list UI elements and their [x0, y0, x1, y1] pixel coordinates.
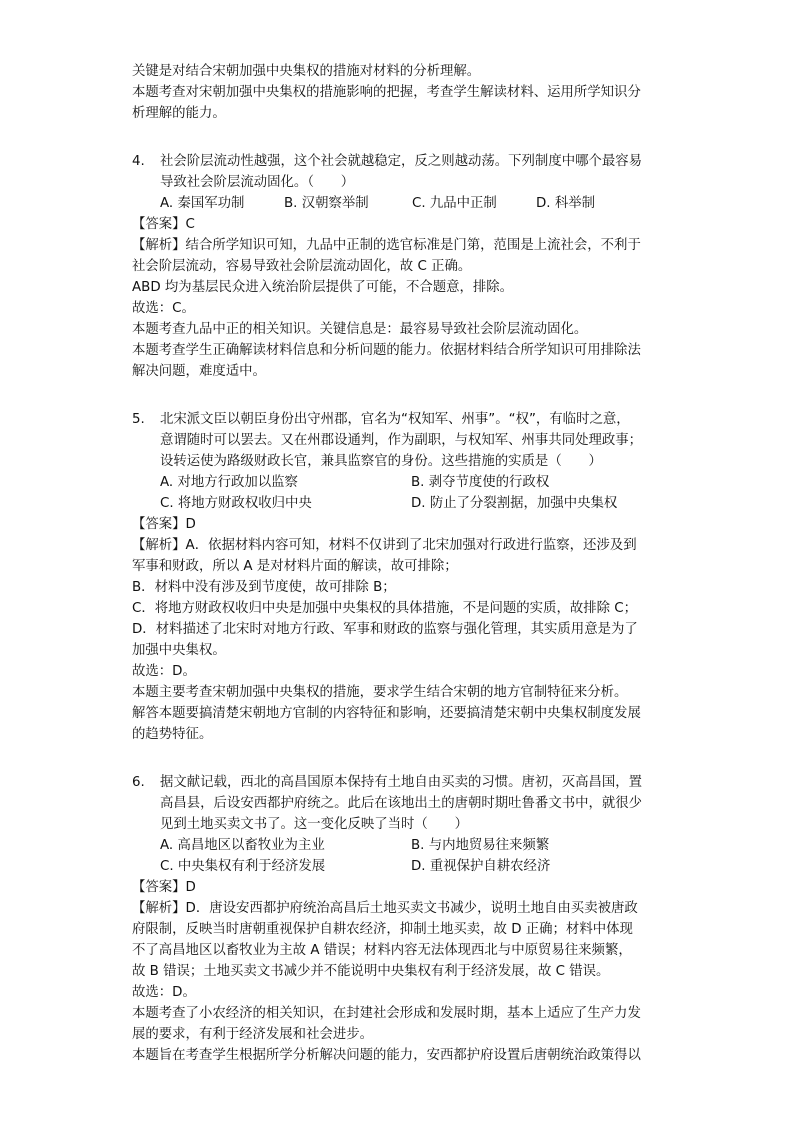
- question-stem-line: 设转运使为路级财政长官，兼具监察官的身份。这些措施的实质是（ ）: [160, 454, 602, 469]
- analysis-line: 本题主要考查宋朝加强中央集权的措施，要求学生结合宋朝的地方官制特征来分析。: [132, 685, 628, 700]
- analysis-line: 加强中央集权。: [132, 643, 226, 658]
- analysis-line: 故选：C。: [132, 301, 195, 316]
- question-stem-line: 社会阶层流动性越强，这个社会就越稳定，反之则越动荡。下列制度中哪个最容易: [160, 154, 643, 169]
- analysis-line: 的趋势特征。: [132, 727, 213, 742]
- intro-line: 本题考查对宋朝加强中央集权的措施影响的把握，考查学生解读材料、运用所学知识分: [132, 85, 641, 100]
- question-stem-line: 高昌县，后设安西都护府统之。此后在该地出土的唐朝时期吐鲁番文书中，就很少: [160, 796, 643, 811]
- question-number: 6.: [132, 775, 145, 790]
- option-c: C. 将地方财政权收归中央: [160, 496, 312, 511]
- question-stem-line: 导致社会阶层流动固化。（ ）: [160, 175, 355, 190]
- options-row: [160, 472, 662, 493]
- analysis-line: 本题考查学生正确解读材料信息和分析问题的能力。依据材料结合所学知识可用排除法: [132, 343, 641, 358]
- question-stem-line: 北宋派文臣以朝臣身份出守州郡，官名为“权知军、州事”。“权”，有临时之意，: [160, 412, 630, 427]
- options-row: [160, 193, 662, 214]
- answer-label: 【答案】D: [132, 517, 196, 532]
- question-number: 4.: [132, 154, 145, 169]
- analysis-line: ABD 均为基层民众进入统治阶层提供了可能，不合题意，排除。: [132, 280, 514, 295]
- analysis-line: 本题旨在考查学生根据所学分析解决问题的能力，安西都护府设置后唐朝统治政策得以: [132, 1048, 641, 1063]
- option-d: D. 防止了分裂割据，加强中央集权: [411, 496, 618, 511]
- options-row: [160, 493, 662, 514]
- intro-section: [132, 61, 662, 124]
- option-a: A. 秦国军功制: [160, 196, 245, 211]
- analysis-line: 【解析】结合所学知识可知，九品中正制的选官标准是门第，范围是上流社会，不利于: [132, 238, 641, 253]
- answer-label: 【答案】D: [132, 880, 196, 895]
- analysis-line: 故 B 错误；土地买卖文书减少并不能说明中央集权有利于经济发展，故 C 错误。: [132, 964, 610, 979]
- analysis-line: 不了高昌地区以畜牧业为主故 A 错误；材料内容无法体现西北与中原贸易往来频繁，: [132, 943, 632, 958]
- option-b: B. 汉朝察举制: [284, 196, 369, 211]
- analysis-line: 故选：D。: [132, 664, 196, 679]
- question-6: [132, 772, 662, 1066]
- analysis-line: 军事和财政，所以 A 是对材料片面的解读，故可排除；: [132, 559, 458, 574]
- question-stem-line: 见到土地买卖文书了。这一变化反映了当时（ ）: [160, 817, 468, 832]
- analysis-line: B．材料中没有涉及到节度使，故可排除 B；: [132, 580, 396, 595]
- analysis-line: 解决问题，难度适中。: [132, 364, 266, 379]
- intro-line: 关键是对结合宋朝加强中央集权的措施对材料的分析理解。: [132, 64, 481, 79]
- options-row: [160, 835, 662, 856]
- document-page: [132, 61, 662, 1066]
- analysis-line: 故选：D。: [132, 985, 196, 1000]
- option-b: B. 与内地贸易往来频繁: [411, 838, 550, 853]
- analysis-line: 府限制，反映当时唐朝重视保护自耕农经济，抑制土地买卖，故 D 正确；材料中体现: [132, 922, 633, 937]
- intro-line: 析理解的能力。: [132, 106, 226, 121]
- analysis-line: 社会阶层流动，容易导致社会阶层流动固化，故 C 正确。: [132, 259, 472, 274]
- analysis-line: C．将地方财政权收归中央是加强中央集权的具体措施，不是问题的实质，故排除 C；: [132, 601, 638, 616]
- analysis-line: 【解析】A．依据材料内容可知，材料不仅讲到了北宋加强对行政进行监察，还涉及到: [132, 538, 637, 553]
- analysis-line: D．材料描述了北宋时对地方行政、军事和财政的监察与强化管理，其实质用意是为了: [132, 622, 638, 637]
- option-d: D. 重视保护自耕农经济: [411, 859, 551, 874]
- question-stem-line: 据文献记载，西北的高昌国原本保持有土地自由买卖的习惯。唐初，灭高昌国，置: [160, 775, 643, 790]
- analysis-line: 本题考查九品中正的相关知识。关键信息是：最容易导致社会阶层流动固化。: [132, 322, 588, 337]
- question-number: 5.: [132, 412, 145, 427]
- options-row: [160, 856, 662, 877]
- analysis-line: 【解析】D．唐设安西都护府统治高昌后土地买卖文书减少，说明土地自由买卖被唐政: [132, 901, 638, 916]
- option-a: A. 对地方行政加以监察: [160, 475, 298, 490]
- question-stem-line: 意谓随时可以罢去。又在州郡设通判，作为副职，与权知军、州事共同处理政事；: [160, 433, 643, 448]
- question-4: [132, 151, 662, 382]
- option-a: A. 高昌地区以畜牧业为主业: [160, 838, 325, 853]
- option-d: D. 科举制: [536, 196, 595, 211]
- answer-label: 【答案】C: [132, 217, 195, 232]
- analysis-line: 解答本题要搞清楚宋朝地方官制的内容特征和影响，还要搞清楚宋朝中央集权制度发展: [132, 706, 641, 721]
- analysis-line: 展的要求，有利于经济发展和社会进步。: [132, 1027, 374, 1042]
- option-c: C. 九品中正制: [412, 196, 497, 211]
- option-b: B. 剥夺节度使的行政权: [411, 475, 550, 490]
- analysis-line: 本题考查了小农经济的相关知识，在封建社会形成和发展时期，基本上适应了生产力发: [132, 1006, 641, 1021]
- question-5: [132, 409, 662, 745]
- option-c: C. 中央集权有利于经济发展: [160, 859, 326, 874]
